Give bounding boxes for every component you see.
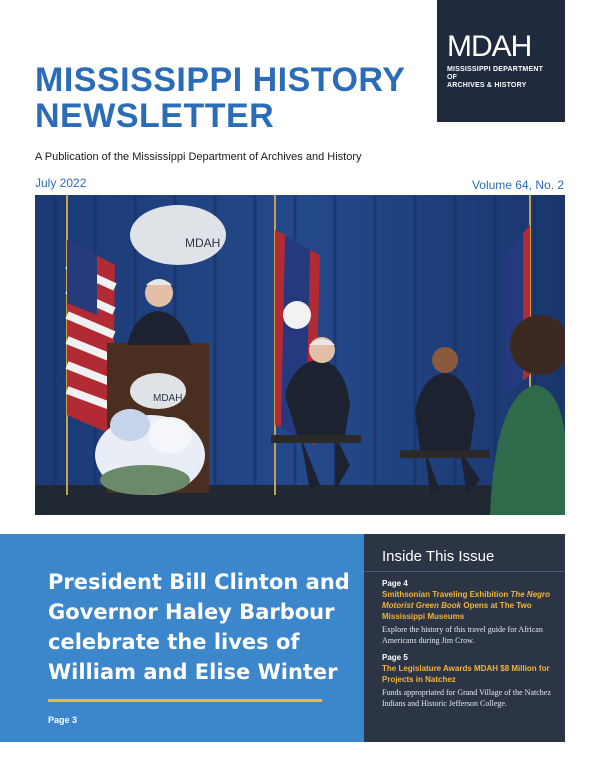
feature-headline[interactable]: President Bill Clinton and Governor Haley Barbour celebrate the lives of William and Elise Winter — [48, 570, 350, 684]
title-line-1: MISSISSIPPI HISTORY — [35, 61, 406, 99]
logo-wordmark: MDAH — [447, 30, 532, 63]
issue-date: July 2022 — [35, 176, 87, 190]
item-description: Explore the history of this travel guide for African Americans during Jim Crow. — [382, 625, 543, 645]
newsletter-title — [35, 62, 435, 134]
item-headline-part: Opens at The Two Mississippi Museums — [382, 601, 532, 621]
logo-subtitle — [447, 66, 555, 90]
feature-story — [0, 534, 364, 742]
item-headline-title: The Negro Motorist Green Book — [382, 590, 551, 610]
museum-sign — [130, 205, 226, 265]
title-line-2: NEWSLETTER — [35, 97, 275, 135]
item-headline-part: The Legislature Awards MDAH $8 Million for Projects in Natchez — [382, 664, 550, 684]
cover-photo-illustration — [35, 195, 565, 515]
museum-sign-text: MDAH — [185, 236, 221, 250]
item-description: Funds appropriated for Grand Village of the Natchez Indians and Historic Jefferson College. — [382, 688, 551, 708]
logo-subtitle-line-2: ARCHIVES & HISTORY — [447, 82, 527, 89]
cover-photo — [35, 195, 565, 515]
mdah-logo — [437, 0, 565, 122]
issue-item[interactable] — [382, 578, 557, 646]
inside-this-issue — [364, 534, 565, 742]
issue-volume: Volume 64, No. 2 — [471, 178, 564, 192]
podium-sign-text: MDAH — [153, 393, 183, 404]
logo-subtitle-line-1: MISSISSIPPI DEPARTMENT OF — [447, 66, 544, 81]
feature-page-ref[interactable]: Page 3 — [48, 715, 78, 725]
item-headline[interactable] — [382, 589, 557, 622]
item-headline-part: Smithsonian Traveling Exhibition — [382, 590, 511, 599]
issue-item[interactable] — [382, 652, 557, 709]
inside-title: Inside This Issue — [364, 548, 565, 572]
item-page-ref: Page 4 — [382, 579, 408, 588]
item-headline[interactable] — [382, 663, 557, 685]
feature-divider — [48, 699, 322, 702]
publication-subtitle: A Publication of the Mississippi Department of Archives and History — [35, 151, 362, 163]
item-page-ref: Page 5 — [382, 653, 408, 662]
